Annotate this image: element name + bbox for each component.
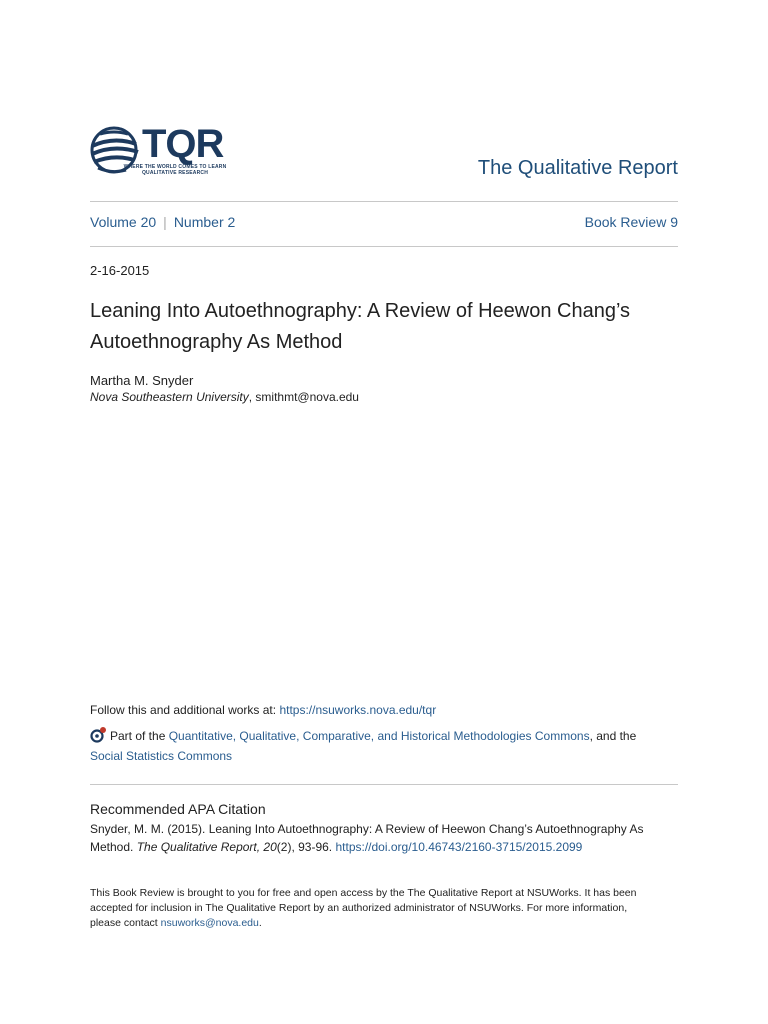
citation-text bbox=[90, 820, 678, 856]
author-affiliation bbox=[90, 390, 359, 404]
author-name: Martha M. Snyder bbox=[90, 373, 194, 388]
author-email: smithmt@nova.edu bbox=[255, 390, 359, 404]
book-review-link[interactable]: Book Review 9 bbox=[584, 214, 678, 230]
divider-issue bbox=[90, 246, 678, 247]
journal-title-link[interactable]: The Qualitative Report bbox=[477, 157, 678, 179]
part-of-prefix: Part of the bbox=[110, 729, 169, 743]
follow-prefix: Follow this and additional works at: bbox=[90, 703, 280, 717]
commons-link-social-statistics[interactable]: Social Statistics Commons bbox=[90, 749, 233, 763]
affiliation-name: Nova Southeastern University bbox=[90, 390, 249, 404]
logo-tagline bbox=[110, 164, 240, 176]
commons-link-methodologies[interactable]: Quantitative, Qualitative, Comparative, and Historical Methodologies Commons bbox=[168, 729, 590, 743]
network-commons-icon bbox=[90, 726, 108, 744]
citation-heading: Recommended APA Citation bbox=[90, 801, 266, 817]
access-notice bbox=[90, 886, 650, 931]
logo-letters: TQR bbox=[142, 122, 224, 166]
tqr-logo bbox=[90, 122, 240, 184]
volume-link[interactable]: Volume 20 bbox=[90, 214, 157, 230]
citation-journal: The Qualitative Report, 20 bbox=[136, 840, 277, 854]
number-link[interactable]: Number 2 bbox=[173, 214, 236, 230]
access-notice-text: This Book Review is brought to you for free and open access by the The Qualitative Report at NSUWorks. It has been accepted for inclusion in The Qualitative Report by an authorized administrator of NSUWorks. For more information, please contact bbox=[90, 887, 637, 929]
issue-bar bbox=[90, 214, 678, 230]
document-page bbox=[90, 0, 678, 1024]
logo-tagline-line2: QUALITATIVE RESEARCH bbox=[141, 170, 209, 176]
part-of-line bbox=[90, 726, 678, 766]
access-notice-end: . bbox=[258, 917, 262, 929]
part-of-middle: , and the bbox=[589, 729, 637, 743]
divider-citation bbox=[90, 784, 678, 785]
issue-separator: | bbox=[163, 214, 167, 230]
follow-line bbox=[90, 703, 436, 717]
article-title: Leaning Into Autoethnography: A Review of Heewon Chang’s Autoethnography As Method bbox=[90, 300, 631, 353]
doi-link[interactable]: https://doi.org/10.46743/2160-3715/2015.2099 bbox=[335, 840, 583, 854]
email-separator: , bbox=[248, 390, 256, 404]
citation-part1: Snyder, M. M. (2015). Leaning Into Autoethnography: A Review of Heewon Chang’s Autoethnography As Method. bbox=[90, 822, 644, 854]
contact-email-link[interactable]: nsuworks@nova.edu bbox=[160, 917, 259, 929]
logo-tagline-line1: WHERE THE WORLD COMES TO LEARN bbox=[123, 164, 227, 170]
citation-part2: (2), 93-96. bbox=[276, 840, 336, 854]
follow-url-link[interactable]: https://nsuworks.nova.edu/tqr bbox=[279, 703, 437, 717]
publication-date: 2-16-2015 bbox=[90, 263, 150, 278]
divider-top bbox=[90, 201, 678, 202]
